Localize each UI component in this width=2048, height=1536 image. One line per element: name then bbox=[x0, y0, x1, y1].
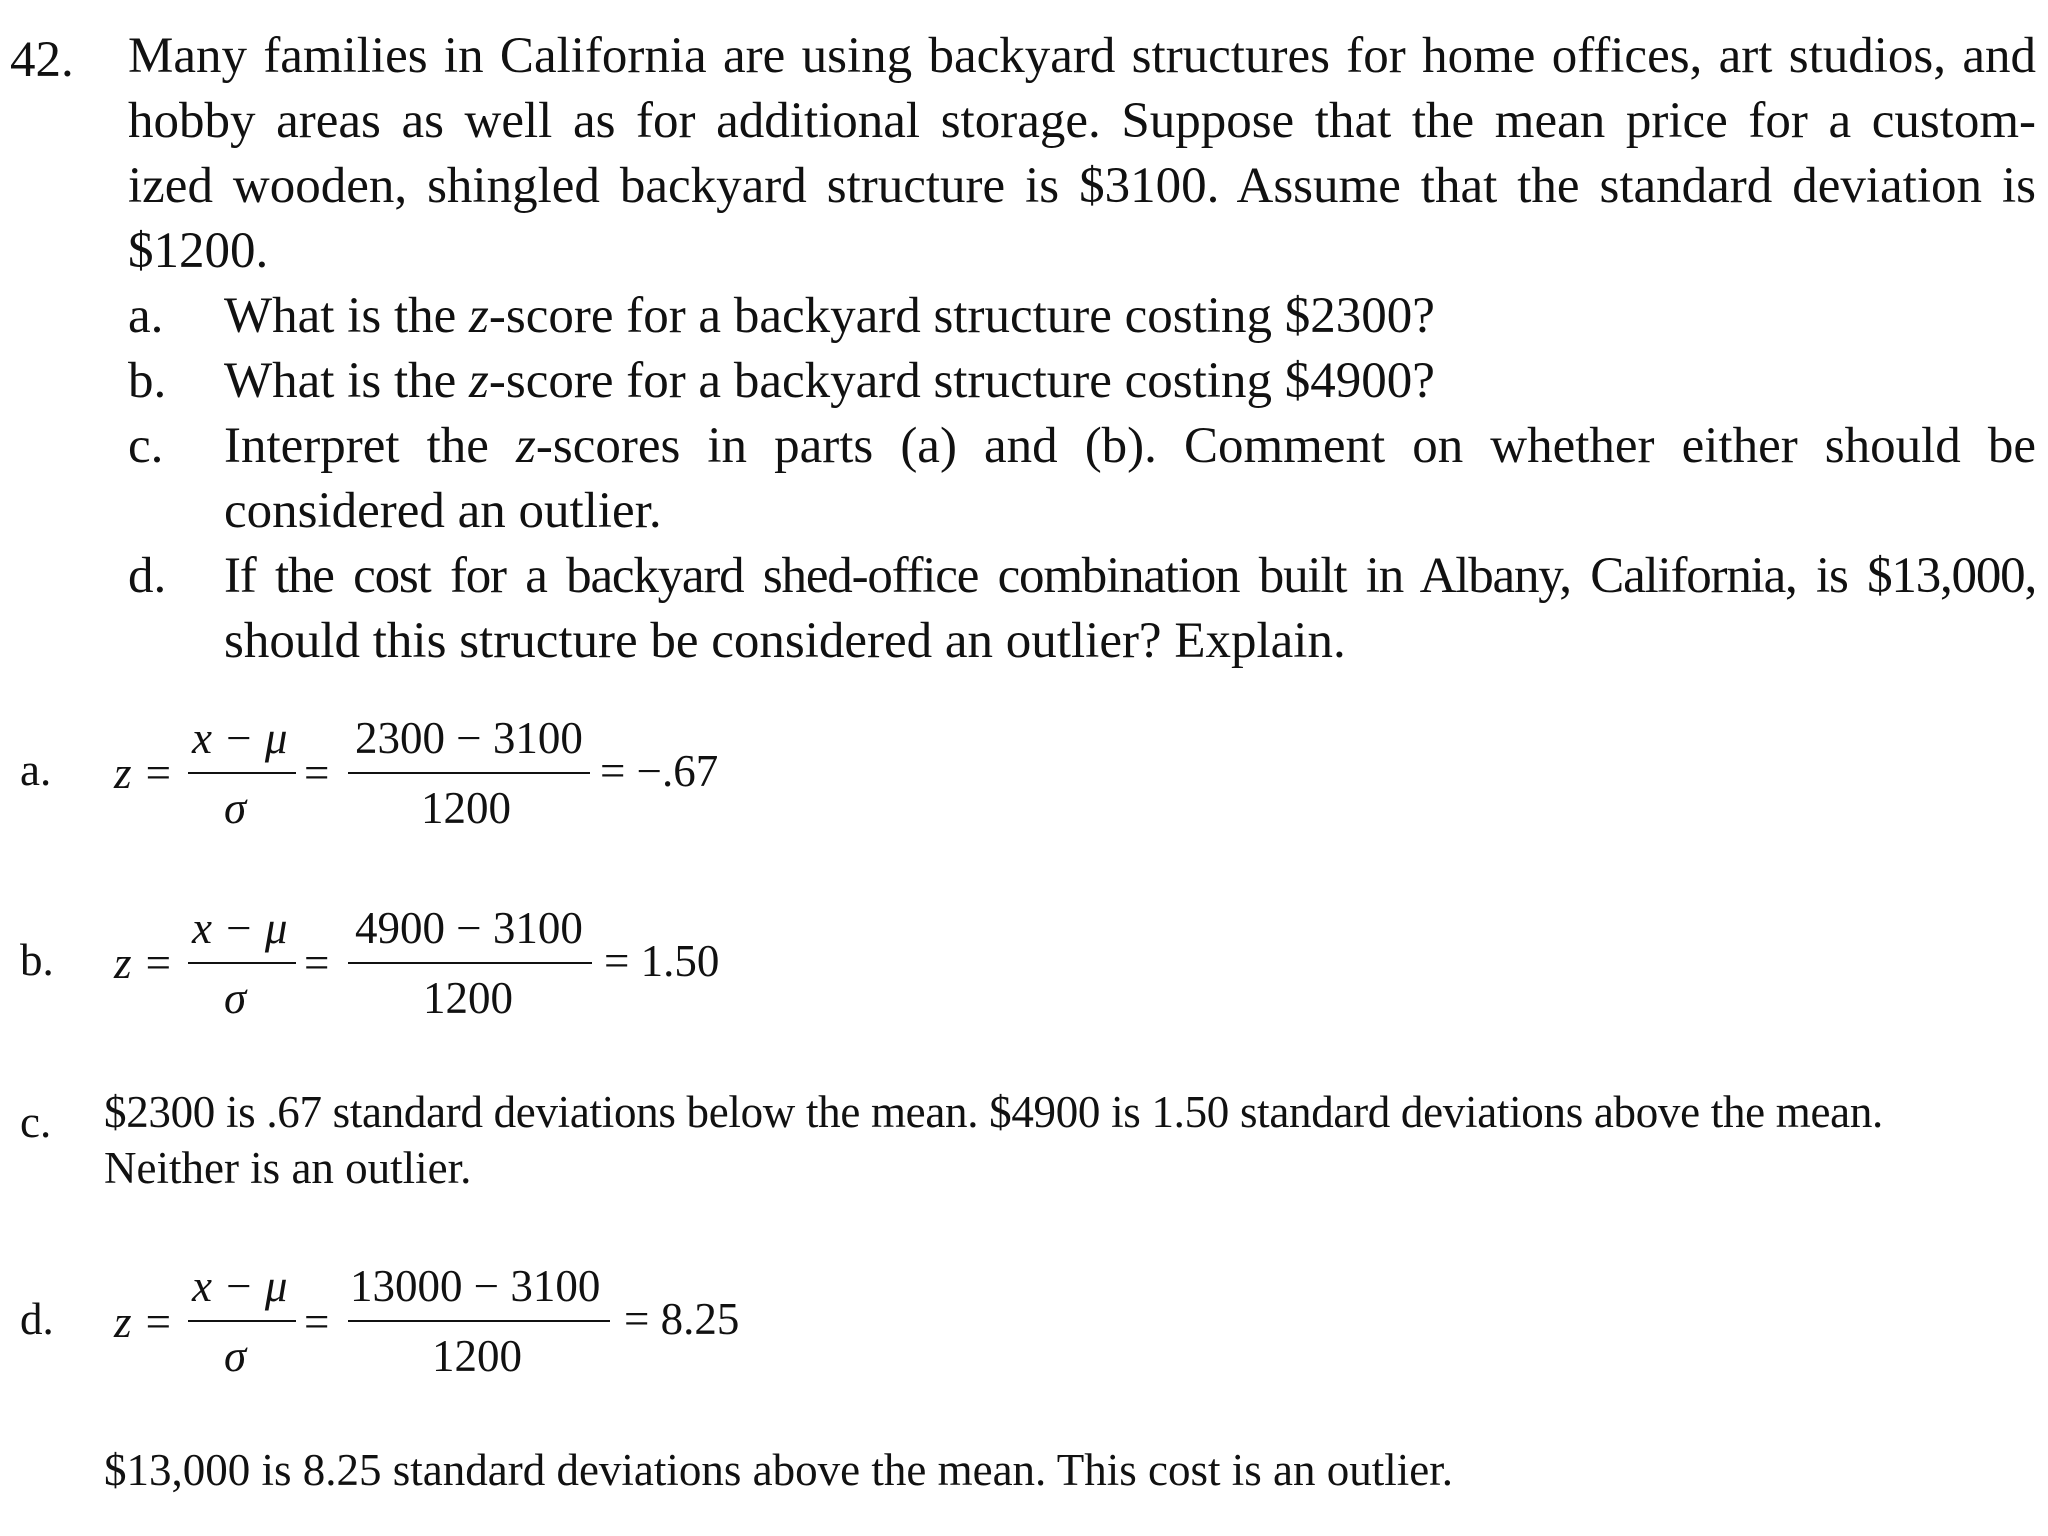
part-b-text: What is the z-score for a backyard structure costing $4900? bbox=[224, 353, 1435, 409]
part-c-label: c. bbox=[128, 418, 164, 474]
part-a-text: What is the z-score for a backyard structure costing $2300? bbox=[224, 288, 1435, 344]
part-c-text-line-1: Interpret the z-scores in parts (a) and (b). Comment on whether either should be bbox=[224, 418, 2036, 474]
answer-b-result: = 1.50 bbox=[604, 936, 720, 986]
answer-a-den2: 1200 bbox=[421, 783, 511, 833]
answer-a-frac2-bar bbox=[348, 772, 590, 774]
answer-a-label: a. bbox=[20, 745, 52, 795]
answer-b-z: z = bbox=[114, 938, 174, 988]
answer-d-conclusion: $13,000 is 8.25 standard deviations above the mean. This cost is an outlier. bbox=[104, 1445, 1453, 1495]
answer-d-den2: 1200 bbox=[432, 1331, 522, 1381]
answer-b-frac1-bar bbox=[188, 962, 296, 964]
answer-a-num2: 2300 − 3100 bbox=[355, 713, 583, 763]
answer-d-eq: = bbox=[304, 1297, 330, 1347]
answer-d-frac1-bar bbox=[188, 1320, 296, 1322]
answer-d-result: = 8.25 bbox=[624, 1294, 740, 1344]
statement-line-2: hobby areas as well as for additional storage. Suppose that the mean price for a custom- bbox=[128, 93, 2036, 149]
answer-a-eq: = bbox=[304, 748, 330, 798]
answer-d-frac2-bar bbox=[348, 1320, 610, 1322]
answer-d-label: d. bbox=[20, 1294, 54, 1344]
answer-b-eq: = bbox=[304, 938, 330, 988]
answer-c-line-1: $2300 is .67 standard deviations below the mean. $4900 is 1.50 standard deviations above the mean. bbox=[104, 1087, 1883, 1137]
answer-c-line-2: Neither is an outlier. bbox=[104, 1143, 472, 1193]
answer-d-num1: x − μ bbox=[192, 1261, 288, 1311]
answer-b-den1: σ bbox=[224, 973, 247, 1023]
answer-a-den1: σ bbox=[224, 783, 247, 833]
answer-d-z: z = bbox=[114, 1297, 174, 1347]
answer-b-num1: x − μ bbox=[192, 903, 288, 953]
answer-a-z: z = bbox=[114, 748, 174, 798]
part-c-text-line-2: considered an outlier. bbox=[224, 483, 662, 539]
statement-line-1: Many families in California are using backyard structures for home offices, art studios, and bbox=[128, 28, 2036, 84]
answer-d-num2: 13000 − 3100 bbox=[350, 1261, 601, 1311]
part-d-label: d. bbox=[128, 548, 167, 604]
part-d-text-line-1: If the cost for a backyard shed-office combination built in Albany, California, is $13,000, bbox=[224, 548, 2036, 604]
answer-c-label: c. bbox=[20, 1097, 52, 1147]
answer-a-num1: x − μ bbox=[192, 713, 288, 763]
statement-line-4: $1200. bbox=[128, 223, 269, 279]
answer-b-num2: 4900 − 3100 bbox=[355, 903, 583, 953]
answer-b-label: b. bbox=[20, 935, 54, 985]
problem-number: 42. bbox=[10, 32, 74, 88]
answer-b-den2: 1200 bbox=[423, 973, 513, 1023]
statement-line-3: ized wooden, shingled backyard structure is $3100. Assume that the standard deviation is bbox=[128, 158, 2036, 214]
answer-d-den1: σ bbox=[224, 1331, 247, 1381]
part-a-label: a. bbox=[128, 288, 164, 344]
part-b-label: b. bbox=[128, 353, 167, 409]
part-d-text-line-2: should this structure be considered an outlier? Explain. bbox=[224, 613, 1346, 669]
answer-a-result: = −.67 bbox=[600, 746, 719, 796]
answer-b-frac2-bar bbox=[348, 962, 592, 964]
answer-a-frac1-bar bbox=[188, 772, 296, 774]
